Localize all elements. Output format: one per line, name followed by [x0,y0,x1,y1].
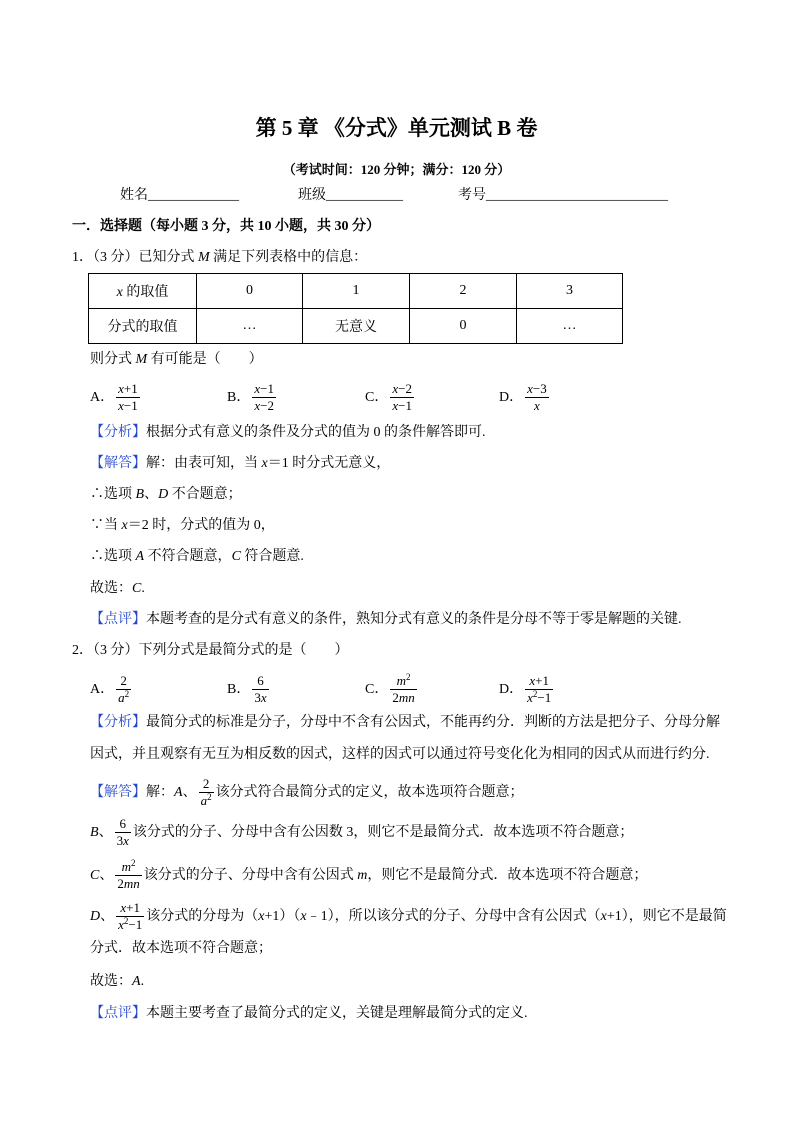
text-run: 0 [459,318,467,333]
text-run: 2 [459,283,467,298]
math-variable: x [300,909,307,924]
numerator [390,382,414,398]
numerator [116,674,131,690]
text-run: 的取值 [122,285,169,300]
comment-line [90,610,682,630]
option-d [499,382,551,414]
text-run: 本题考查的是分式有意义的条件，熟知分式有意义的条件是分母不等于零是解题的关键. [146,612,682,627]
comment-tag: 【点评】 [90,1006,146,1021]
table-cell [410,309,517,344]
numerator [115,860,141,876]
text-run: 1．（3 分）已知分式 [72,250,198,265]
text-run: ∵当 [90,518,122,533]
text-run: ﹣1），所以该分式的分子、分母中含有公因式（ [306,909,601,924]
text-run: ，则它不是最简分式．故本选项不符合题意； [367,868,648,883]
text-run: . [140,974,145,989]
table-cell [517,309,623,344]
fraction [390,382,414,413]
math-variable: x [260,690,267,706]
math-variable: A [132,974,141,989]
exam-time-info: （考试时间：120 分钟；满分：120 分） [282,162,511,177]
superscript: 2 [130,858,136,869]
answer-line [90,579,145,599]
comment-tag: 【解答】 [90,456,146,471]
table-cell [303,309,410,344]
solution-line [90,454,390,474]
option-a [90,674,133,706]
denominator [116,398,140,413]
math-variable: x [120,900,127,916]
math-variable: C [90,868,100,883]
math-variable: B [90,825,99,840]
text-run: D． [499,682,524,697]
comment-tag: 【分析】 [90,425,146,440]
question-stem [72,641,349,661]
text-run: 、 [100,909,115,924]
text-run: 分式的取值 [107,320,178,335]
option-c [365,674,419,706]
text-run: 1 [352,283,360,298]
denominator [390,690,416,705]
text-run: 0 [246,283,253,298]
text-run: 该分式的分子、分母中含有公因数 3，则它不是最简分式．故本选项不符合题意； [132,825,634,840]
table-cell [197,309,303,344]
math-variable: x [261,456,268,471]
fraction [525,674,553,705]
math-variable: x [527,690,533,706]
text-run: 、 [99,868,114,883]
denominator [199,793,214,808]
text-run: 6 [119,816,126,832]
fraction [116,901,144,932]
fraction [525,382,549,413]
text-run: 该分式的分母为（ [146,909,259,924]
math-variable: x [121,518,128,533]
text-run: 该分式的分子、分母中含有公因式 [143,868,358,883]
text-run: +1 [535,673,549,689]
fraction [199,777,214,808]
text-run: 符合题意. [240,549,304,564]
analysis-line [90,423,486,443]
superscript: 2 [532,689,538,700]
superscript: 2 [405,672,411,683]
solution-line [90,485,242,505]
numerator [525,674,553,690]
text-run: 6 [257,673,264,689]
text-run: +1）（ [264,909,301,924]
numerator [525,382,549,398]
fraction [390,674,416,705]
text-run: 分式．故本选项不符合题意； [90,941,272,956]
math-variable: x [392,398,399,414]
text-run: 满足下列表格中的信息： [209,250,368,265]
text-run: C． [365,390,389,405]
text-run: ＝1 时分式无意义， [267,456,391,471]
page-title: 第 5 章 《分式》单元测试 B 卷 [255,116,538,140]
text-run: 因式，并且观察有无互为相反数的因式，这样的因式可以通过符号变化化为相同的因式从而进行约分. [90,747,710,762]
option-c [365,382,416,414]
math-variable: x [118,398,124,414]
text-run: 不符合题意， [144,549,232,564]
solution-line [90,547,304,567]
text-run: … [562,318,577,333]
question-prompt [90,350,263,370]
comment-line [90,1004,528,1024]
table-cell [303,274,410,309]
superscript: 2 [124,689,130,700]
denominator [115,876,141,891]
math-variable: x [254,398,261,414]
math-variable: x [392,381,399,397]
denominator [252,398,276,413]
math-variable: A [135,549,145,564]
text-run: 该分式符合最简分式的定义，故本选项符合题意； [215,785,524,800]
text-run: 2 [117,876,124,892]
analysis-line [90,745,710,765]
table-header-cell [89,309,197,344]
text-run: 2 [202,776,210,792]
math-variable: x [254,381,261,397]
denominator [525,690,553,705]
math-variable: mn [398,690,415,706]
denominator [390,398,414,413]
denominator [115,833,131,848]
table-row [89,274,623,309]
numerator [115,817,131,833]
math-variable: x [600,909,607,924]
solution-line [90,860,647,892]
text-run: 则分式 [90,352,136,367]
text-run: B． [227,682,251,697]
numerator [252,382,276,398]
text-run: −1 [537,690,552,706]
solution-line [90,817,633,849]
fraction [115,860,141,891]
text-run: 解： [146,785,174,800]
math-variable: x [123,833,129,849]
text-run: 2 [392,690,399,706]
math-variable: M [198,250,210,265]
text-run: 、 [144,487,159,502]
text-run: … [242,318,257,333]
text-run: 故选： [90,974,132,989]
denominator [116,690,131,705]
math-variable: x [527,381,533,397]
math-variable: C [231,549,241,564]
table-row [89,309,623,344]
text-run: 3 [566,283,573,298]
question-stem [72,248,367,268]
math-variable: M [135,352,148,367]
math-variable: x [118,381,124,397]
math-variable: a [200,793,208,809]
table-cell [410,274,517,309]
solution-line [90,939,272,959]
solution-line [90,516,275,536]
text-run: −2 [260,398,274,414]
option-b [227,674,271,706]
text-run: −3 [532,381,547,397]
text-run: 最简分式的标准是分子，分母中不含有公因式，不能再约分．判断的方法是把分子、分母分解 [146,715,720,730]
math-variable: B [135,487,145,502]
superscript: 2 [207,792,212,803]
option-b [227,382,278,414]
text-run: −1 [123,398,138,414]
text-run: 有可能是（ ） [147,352,263,367]
math-variable: m [357,868,368,883]
table-header-cell [89,274,197,309]
comment-tag: 【解答】 [90,785,146,800]
value-table [88,273,623,344]
denominator [525,398,549,413]
class-field: 班级___________ [298,188,403,203]
math-variable: C [132,581,142,596]
text-run: ∴选项 [90,549,136,564]
math-variable: x [534,398,540,414]
section-heading: 一．选择题（每小题 3 分，共 10 小题，共 30 分） [72,219,380,234]
text-run: −1 [260,381,274,397]
text-run: D． [499,390,524,405]
text-run: 、 [98,825,113,840]
numerator [199,777,214,793]
denominator [116,917,144,932]
text-run: 不合题意； [168,487,242,502]
fraction [116,382,140,413]
math-variable: x [118,917,124,933]
text-run: 3 [116,833,124,849]
math-variable: m [121,859,131,875]
superscript: 2 [123,916,129,927]
fraction [252,382,276,413]
solution-line [90,901,727,933]
text-run: 2 [120,673,127,689]
table-cell [517,274,623,309]
text-run: 故选： [90,581,132,596]
text-run: 3 [254,690,261,706]
numerator [116,901,144,917]
analysis-line [90,713,720,733]
comment-tag: 【点评】 [90,612,146,627]
option-a [90,382,142,414]
math-variable: x [258,909,265,924]
math-variable: x [529,673,536,689]
text-run: ＝2 时，分式的值为 0， [127,518,275,533]
text-run: −2 [398,381,412,397]
text-run: 本题主要考查了最简分式的定义，关键是理解最简分式的定义. [146,1006,528,1021]
math-variable: a [118,690,125,706]
math-variable: x [116,285,123,300]
text-run: B． [227,390,251,405]
table-cell [197,274,303,309]
text-run: A． [90,390,115,405]
exam-number-field: 考号__________________________ [458,188,668,203]
comment-tag: 【分析】 [90,715,146,730]
text-run: ∴选项 [90,487,136,502]
math-variable: A [174,785,183,800]
math-variable: m [396,673,406,689]
text-run: A． [90,682,115,697]
text-run: 解：由表可知，当 [146,456,262,471]
denominator [252,690,268,705]
option-d [499,674,555,706]
fraction [115,817,131,848]
name-field: 姓名_____________ [120,188,239,203]
fraction [116,674,131,705]
text-run: 无意义 [335,320,377,335]
answer-line [90,972,144,992]
text-run: 2．（3 分）下列分式是最简分式的是（ ） [72,643,349,658]
text-run: C． [365,682,389,697]
fraction [252,674,268,705]
text-run: +1 [123,381,138,397]
math-variable: D [158,487,169,502]
text-run: . [141,581,145,596]
numerator [390,674,416,690]
text-run: 、 [182,785,197,800]
text-run: −1 [398,398,412,414]
numerator [252,674,268,690]
math-variable: D [90,909,101,924]
solution-line [90,777,524,809]
text-run: +1 [126,900,140,916]
text-run: 根据分式有意义的条件及分式的值为 0 的条件解答即可. [146,425,486,440]
math-variable: mn [123,876,140,892]
text-run: +1），则它不是最简 [606,909,727,924]
text-run: −1 [128,917,143,933]
numerator [116,382,140,398]
